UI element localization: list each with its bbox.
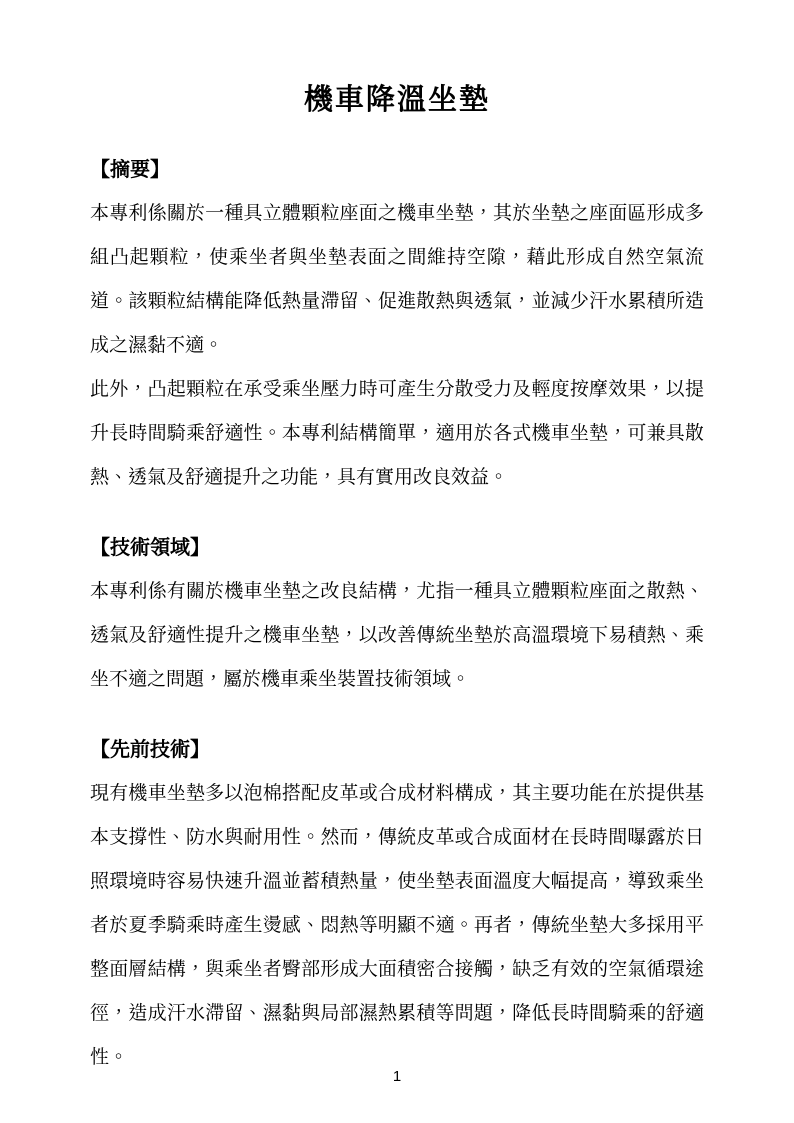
page-number: 1	[392, 1068, 402, 1085]
paragraph-technical-field-1: 本專利係有關於機車坐墊之改良結構，尤指一種具立體顆粒座面之散熱、透氣及舒適性提升之機車坐墊，以改善傳統坐墊於高溫環境下易積熱、乘坐不適之問題，屬於機車乘坐裝置技術領域。	[90, 581, 704, 690]
section-heading-technical-field: 【技術領域】	[90, 537, 210, 559]
section-heading-prior-art: 【先前技術】	[90, 739, 210, 761]
paragraph-prior-art-1: 現有機車坐墊多以泡棉搭配皮革或合成材料構成，其主要功能在於提供基本支撐性、防水與耐用性。然而，傳統皮革或合成面材在長時間曝露於日照環境時容易快速升溫並蓄積熱量，使坐墊表面溫度大幅提高，導致乘坐者於夏季騎乘時產生燙感、悶熱等明顯不適。再者，傳統坐墊大多採用平整面層結構，與乘坐者臀部形成大面積密合接觸，缺乏有效的空氣循環途徑，造成汗水滯留、濕黏與局部濕熱累積等問題，降低長時間騎乘的舒適性。	[90, 783, 704, 1068]
section-heading-abstract: 【摘要】	[90, 159, 170, 181]
paragraph-abstract-2: 此外，凸起顆粒在承受乘坐壓力時可產生分散受力及輕度按摩效果，以提升長時間騎乘舒適性。本專利結構簡單，適用於各式機車坐墊，可兼具散熱、透氣及舒適提升之功能，具有實用改良效益。	[90, 379, 704, 488]
document-title: 機車降溫坐墊	[303, 84, 490, 116]
paragraph-abstract-1: 本專利係關於一種具立體顆粒座面之機車坐墊，其於坐墊之座面區形成多組凸起顆粒，使乘坐者與坐墊表面之間維持空隙，藉此形成自然空氣流道。該顆粒結構能降低熱量滯留、促進散熱與透氣，並減少汗水累積所造成之濕黏不適。	[90, 203, 704, 356]
